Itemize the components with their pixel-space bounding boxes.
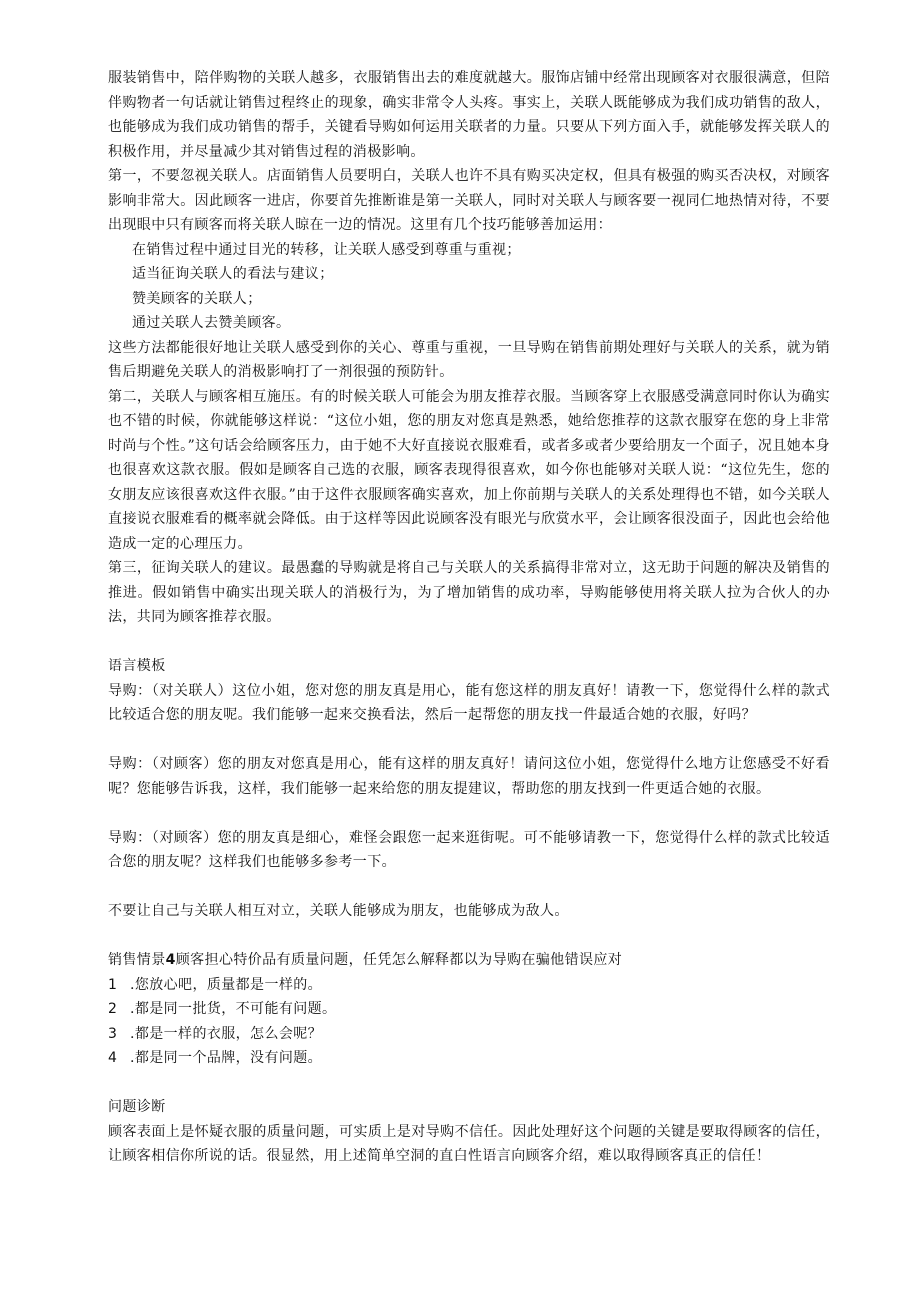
template-script-2: 导购：（对顾客）您的朋友对您真是用心，能有这样的朋友真好！请问这位小姐，您觉得什么地方让您感受不好看呢？您能够告诉我，这样，我们能够一起来给您的朋友提建议，帮助您的朋友找到一件更适合她的衣服。 bbox=[108, 756, 830, 797]
scene-heading bbox=[108, 948, 830, 973]
point-two-paragraph: 第二，关联人与顾客相互施压。有的时候关联人可能会为朋友推荐衣服。当顾客穿上衣服感受满意同时你认为确实也不错的时候，你就能够这样说：“这位小姐，您的朋友对您真是熟悉，她给您推荐的这款衣服穿在您的身上非常时尚与个性。”这句话会给顾客压力，由于她不大好直接说衣服难看，或者多或者少要给朋友一个面子，况且她本身也很喜欢这款衣服。假如是顾客自己选的衣服，顾客表现得很喜欢，如今你也能够对关联人说：“这位先生，您的女朋友应该很喜欢这件衣服。”由于这件衣服顾客确实喜欢，加上你前期与关联人的关系处理得也不错，如今关联人直接说衣服难看的概率就会降低。由于这样等因此说顾客没有眼光与欣赏水平，会让顾客很没面子，因此也会给他造成一定的心理压力。 bbox=[108, 388, 830, 552]
methods-summary-paragraph: 这些方法都能很好地让关联人感受到你的关心、尊重与重视，一旦导购在销售前期处理好与关联人的关系，就为销售后期避免关联人的消极影响打了一剂很强的预防针。 bbox=[108, 339, 830, 380]
template-script-3: 导购：（对顾客）您的朋友真是细心，难怪会跟您一起来逛街呢。可不能够请教一下，您觉得什么样的款式比较适合您的朋友呢？这样我们也能够多参考一下。 bbox=[108, 829, 830, 870]
item-text: .都是同一个品牌，没有问题。 bbox=[130, 1050, 323, 1066]
item-number: 4 bbox=[108, 1050, 118, 1066]
wrong-response-item bbox=[108, 1022, 830, 1047]
template-heading: 语言模板 bbox=[108, 658, 166, 674]
document-page bbox=[108, 66, 830, 1169]
tip-item: 在销售过程中通过目光的转移，让关联人感受到尊重与重视； bbox=[132, 241, 521, 258]
item-number: 1 bbox=[108, 976, 118, 993]
point-three-paragraph: 第三，征询关联人的建议。最愚蠢的导购就是将自己与关联人的关系搞得非常对立，这无助于问题的解决及销售的推进。假如销售中确实出现关联人的消极行为，为了增加销售的成功率，导购能够使用将关联人拉为合伙人的办法，共同为顾客推荐衣服。 bbox=[108, 560, 830, 625]
tip-item: 通过关联人去赞美顾客。 bbox=[132, 315, 291, 331]
wrong-response-item bbox=[108, 997, 830, 1022]
scene-prefix: 销售情景 bbox=[108, 952, 166, 968]
tip-item: 赞美顾客的关联人； bbox=[132, 290, 262, 307]
item-text: .都是同一批货，不可能有问题。 bbox=[130, 1001, 337, 1017]
diagnosis-heading: 问题诊断 bbox=[108, 1099, 166, 1115]
diagnosis-paragraph: 顾客表面上是怀疑衣服的质量问题，可实质上是对导购不信任。因此处理好这个问题的关键是要取得顾客的信任，让顾客相信你所说的话。很显然，用上述简单空洞的直白性语言向顾客介绍，难以取得顾客真正的信任！ bbox=[108, 1123, 830, 1164]
item-text: .您放心吧，质量都是一样的。 bbox=[130, 976, 323, 993]
scene-title: 顾客担心特价品有质量问题，任凭怎么解释都以为导购在骗他错误应对 bbox=[175, 952, 623, 968]
template-summary: 不要让自己与关联人相互对立，关联人能够成为朋友，也能够成为敌人。 bbox=[108, 903, 569, 919]
item-number: 2 bbox=[108, 1001, 118, 1017]
item-number: 3 bbox=[108, 1025, 118, 1042]
tip-item: 适当征询关联人的看法与建议； bbox=[132, 266, 334, 282]
intro-paragraph: 服装销售中，陪伴购物的关联人越多，衣服销售出去的难度就越大。服饰店铺中经常出现顾客对衣服很满意，但陪伴购物者一句话就让销售过程终止的现象，确实非常令人头疼。事实上，关联人既能够成为我们成功销售的敌人，也能够成为我们成功销售的帮手，关键看导购如何运用关联者的力量。只要从下列方面入手，就能够发挥关联人的积极作用，并尽量减少其对销售过程的消极影响。 bbox=[108, 70, 830, 160]
scene-number: 4 bbox=[165, 952, 176, 968]
point-one-paragraph: 第一，不要忽视关联人。店面销售人员要明白，关联人也许不具有购买决定权，但具有极强的购买否决权，对顾客影响非常大。因此顾客一进店，你要首先推断谁是第一关联人，同时对关联人与顾客要一视同仁地热情对待，不要出现眼中只有顾客而将关联人晾在一边的情况。这里有几个技巧能够善加运用： bbox=[108, 168, 830, 233]
wrong-response-item bbox=[108, 1046, 830, 1071]
template-script-1: 导购：（对关联人）这位小姐，您对您的朋友真是用心，能有您这样的朋友真好！请教一下，您觉得什么样的款式比较适合您的朋友呢。我们能够一起来交换看法，然后一起帮您的朋友找一件最适合她的衣服，好吗？ bbox=[108, 682, 830, 723]
item-text: .都是一样的衣服，怎么会呢？ bbox=[130, 1025, 323, 1042]
wrong-response-item bbox=[108, 973, 830, 998]
